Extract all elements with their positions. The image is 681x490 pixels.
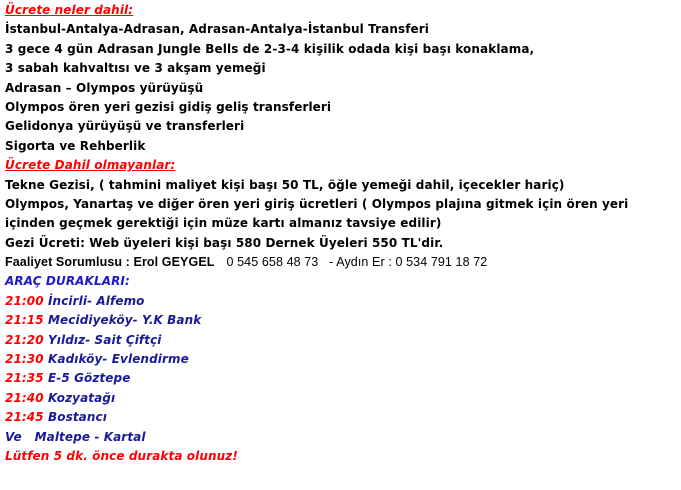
stop-time: 21:35 [5, 371, 44, 386]
stop-time: 21:15 [5, 313, 44, 328]
stops-title: ARAÇ DURAKLARI: [5, 274, 130, 289]
stop-row [5, 350, 677, 369]
stop-place: İncirli- Alfemo [47, 293, 145, 308]
stop-place: E-5 Göztepe [47, 371, 131, 386]
excluded-item: Tekne Gezisi, ( tahmini maliyet kişi başı 50 TL, öğle yemeği dahil, içecekler hariç) [5, 177, 565, 192]
included-item: Sigorta ve Rehberlik [5, 138, 146, 153]
stop-time: 21:20 [5, 332, 44, 347]
contact-second: - Aydın Er : 0 534 791 18 72 [329, 255, 488, 270]
included-item: Gelidonya yürüyüşü ve transferleri [5, 119, 245, 134]
included-item: Olympos ören yeri gezisi gidiş geliş transferleri [5, 99, 332, 114]
included-item: İstanbul-Antalya-Adrasan, Adrasan-Antalya-İstanbul Transferi [5, 22, 430, 37]
stop-row [5, 369, 677, 388]
stop-time: 21:00 [5, 293, 44, 308]
stop-place: Yıldız- Sait Çiftçi [47, 332, 162, 347]
included-item: 3 gece 4 gün Adrasan Jungle Bells de 2-3-4 kişilik odada kişi başı konaklama, [5, 41, 535, 56]
arrival-warning: Lütfen 5 dk. önce durakta olunuz! [5, 448, 238, 463]
stop-place: Kadıköy- Evlendirme [47, 352, 189, 367]
contact-label: Faaliyet Sorumlusu : Erol GEYGEL [5, 255, 215, 270]
stop-time: 21:40 [5, 390, 44, 405]
stop-time: 21:30 [5, 352, 44, 367]
stop-row [5, 292, 677, 311]
stop-row [5, 389, 677, 408]
excluded-item: içinden geçmek gerektiği için müze kartı almanız tavsiye edilir) [5, 216, 442, 231]
included-item: Adrasan – Olympos yürüyüşü [5, 80, 204, 95]
stop-row [5, 311, 677, 330]
included-heading: Ücrete neler dahil: [5, 3, 134, 17]
stop-place: Mecidiyeköy- Y.K Bank [47, 313, 202, 328]
stop-time: 21:45 [5, 410, 44, 425]
excluded-heading: Ücrete Dahil olmayanlar: [5, 158, 176, 173]
stop-place: Maltepe - Kartal [34, 429, 146, 444]
contact-phone: 0 545 658 48 73 [226, 255, 319, 270]
stop-time: Ve [5, 429, 22, 444]
tour-info-document [5, 1, 677, 466]
stop-place: Bostancı [47, 410, 107, 425]
stop-row [5, 428, 677, 447]
stop-row [5, 331, 677, 350]
stop-row [5, 408, 677, 427]
included-item: 3 sabah kahvaltısı ve 3 akşam yemeği [5, 61, 266, 76]
excluded-item: Olympos, Yanartaş ve diğer ören yeri giriş ücretleri ( Olympos plajına gitmek için ören yeri [5, 196, 629, 211]
contact-line [5, 253, 677, 272]
price-info: Gezi Ücreti: Web üyeleri kişi başı 580 Dernek Üyeleri 550 TL'dir. [5, 235, 444, 250]
stop-place: Kozyatağı [47, 390, 116, 405]
